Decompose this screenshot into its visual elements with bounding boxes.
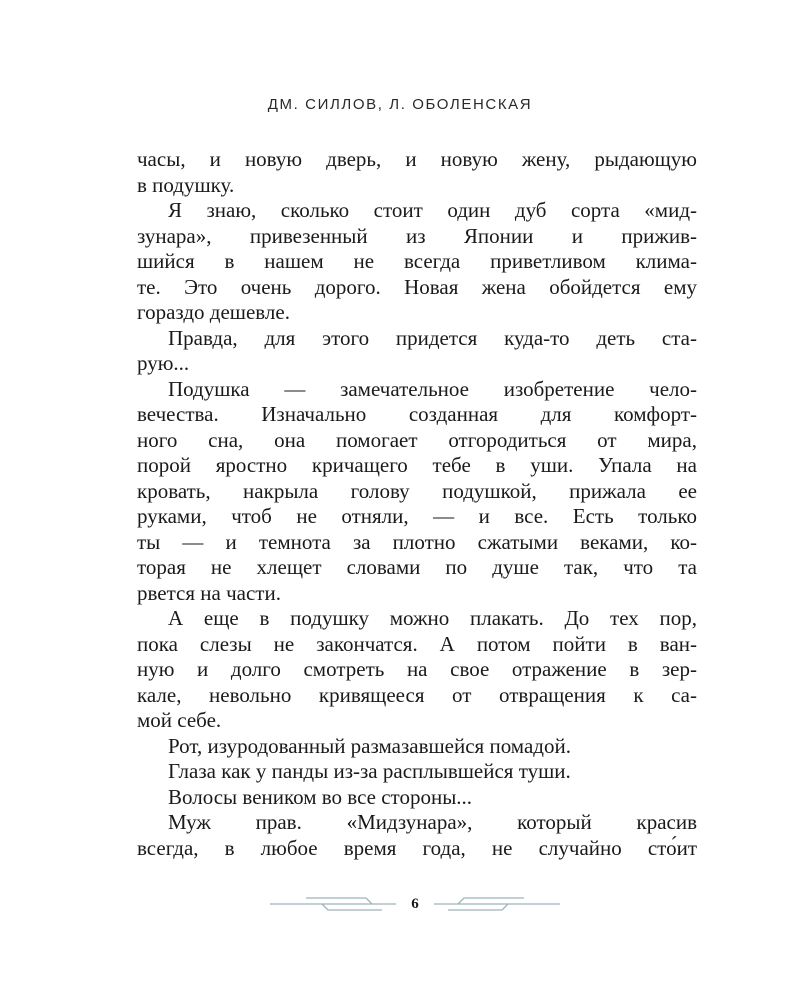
text-line: А еще в подушку можно плакать. До тех пор,	[168, 606, 697, 630]
text-line: мой себе.	[137, 708, 222, 732]
text-line: Глаза как у панды из-за расплывшейся туши.	[168, 759, 571, 783]
text-line: часы, и новую дверь, и новую жену, рыдающую	[137, 147, 697, 171]
text-line: ную и долго смотреть на свое отражение в зер-	[137, 657, 697, 681]
text-line: руками, чтоб не отняли, — и все. Есть только	[137, 504, 697, 528]
text-line: рую...	[137, 351, 190, 375]
text-line: зунара», привезенный из Японии и прижив-	[137, 223, 697, 248]
text-line: Подушка — замечательное изобретение чело-	[168, 376, 697, 401]
body-text	[137, 147, 697, 861]
text-line: Муж прав. «Мидзунара», который красив	[168, 810, 697, 834]
text-line: Я знаю, сколько стоит один дуб сорта «мид-	[168, 198, 697, 222]
text-line: Рот, изуродованный размазавшейся помадой.	[168, 733, 571, 758]
text-line: в подушку.	[137, 172, 235, 197]
text-line: Правда, для этого придется куда-то деть ста-	[168, 325, 697, 350]
text-line: порой яростно кричащего тебе в уши. Упала на	[137, 453, 697, 477]
text-line: всегда, в любое время года, не случайно сто́ит	[137, 835, 697, 860]
text-line: рвется на части.	[137, 580, 281, 605]
text-line: кровать, накрыла голову подушкой, прижала ее	[137, 478, 697, 503]
page-number: 6	[403, 892, 427, 916]
text-line: те. Это очень дорого. Новая жена обойдется ему	[137, 274, 697, 299]
page-footer	[270, 892, 560, 916]
text-line: вечества. Изначально созданная для комфорт-	[137, 402, 697, 426]
text-line: пока слезы не закончатся. А потом пойти в ван-	[137, 631, 697, 656]
text-line: кале, невольно кривящееся от отвращения к са-	[137, 682, 697, 707]
text-line: ты — и темнота за плотно сжатыми веками, ко-	[137, 529, 697, 554]
text-line: Волосы веником во все стороны...	[168, 784, 473, 809]
text-line: ного сна, она помогает отгородиться от мира,	[137, 427, 697, 452]
text-line: гораздо дешевле.	[137, 300, 290, 324]
running-head: ДМ. СИЛЛОВ, Л. ОБОЛЕНСКАЯ	[267, 96, 533, 113]
text-line: шийся в нашем не всегда приветливом клима-	[137, 249, 697, 273]
text-line: торая не хлещет словами по душе так, что та	[137, 555, 697, 579]
